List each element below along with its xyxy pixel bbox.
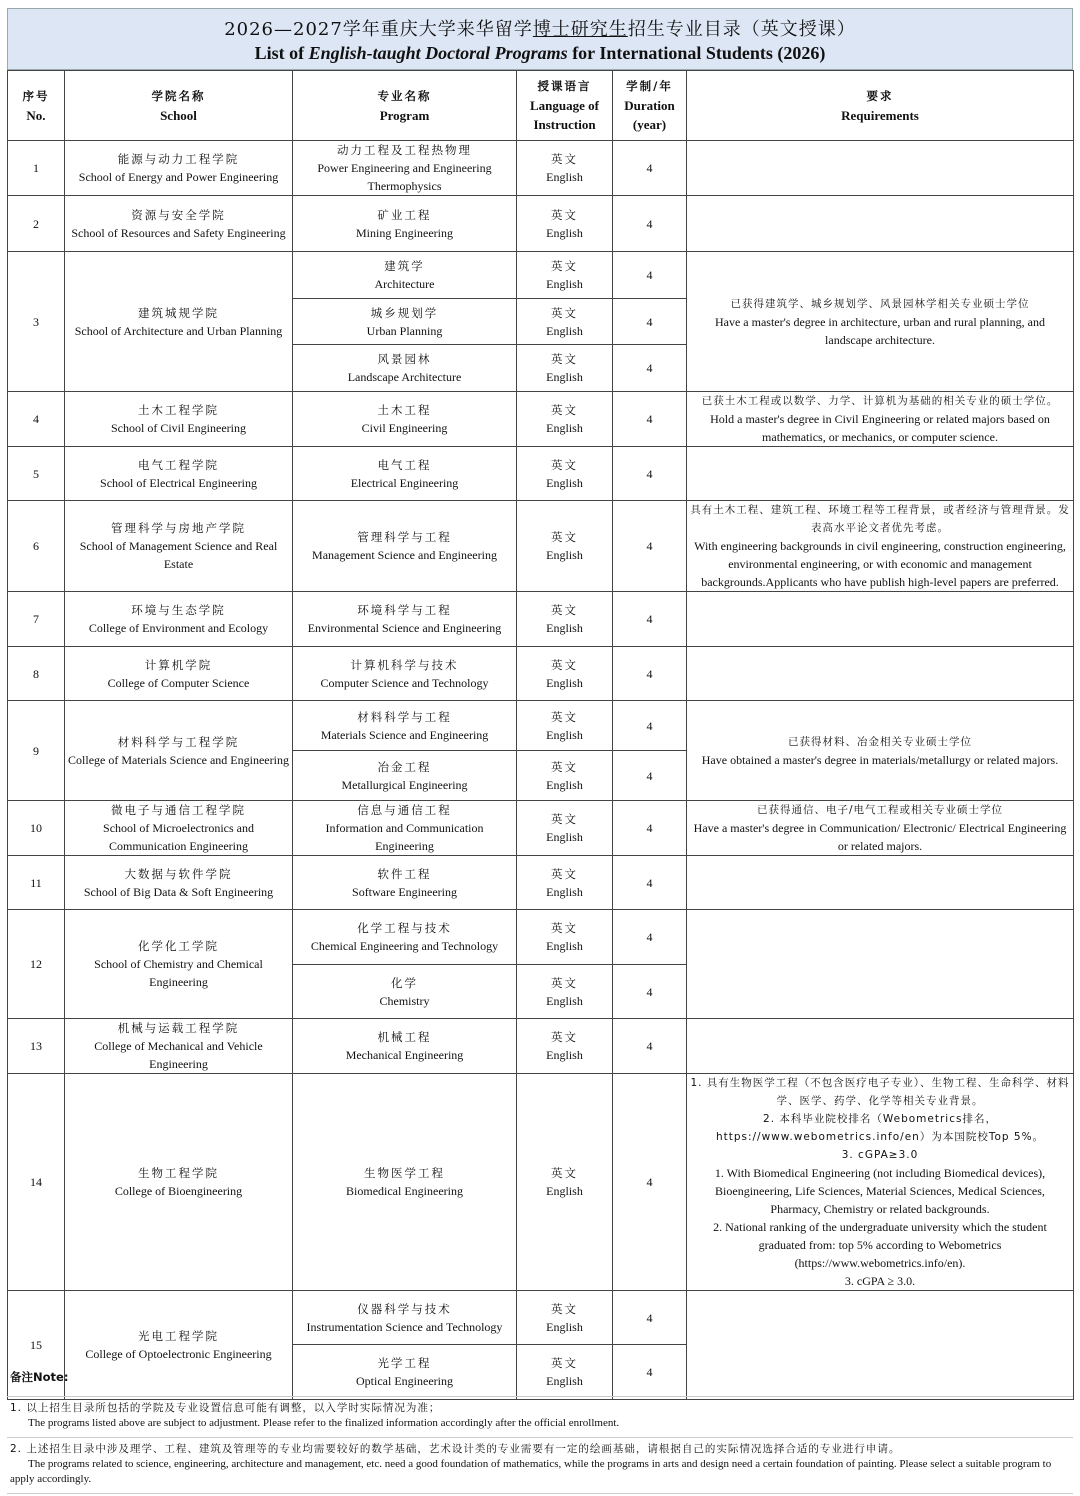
duration-cell: 4 xyxy=(613,647,687,701)
language-cn: 英文 xyxy=(551,530,578,544)
school-cell xyxy=(65,392,293,447)
language-en: English xyxy=(546,777,583,792)
header-cn: 授课语言 xyxy=(537,79,592,93)
school-cell xyxy=(65,1074,293,1291)
language-cell xyxy=(517,751,613,801)
program-cell xyxy=(293,345,517,392)
school-name-cn: 化学化工学院 xyxy=(138,939,219,953)
requirement-en: 3. cGPA ≥ 3.0. xyxy=(844,1274,916,1288)
table-header-row xyxy=(8,71,1074,141)
program-name-en: Biomedical Engineering xyxy=(346,1184,463,1198)
program-table xyxy=(7,70,1074,1400)
school-name-en: College of Optoelectronic Engineering xyxy=(85,1347,272,1361)
duration-cell: 4 xyxy=(613,447,687,501)
title-cn-underlined: 博士研究生 xyxy=(532,19,628,40)
language-en: English xyxy=(546,421,583,435)
header-language xyxy=(517,71,613,141)
program-cell xyxy=(293,252,517,299)
table-row xyxy=(8,647,1074,701)
program-cell xyxy=(293,910,517,965)
school-name-cn: 环境与生态学院 xyxy=(131,603,226,617)
language-cell xyxy=(517,965,613,1019)
school-name-en: College of Mechanical and Vehicle Engineering xyxy=(94,1039,263,1071)
title-en-part: for International Students (2026) xyxy=(567,43,826,63)
header-cn: 要求 xyxy=(866,88,894,103)
school-name-en: School of Civil Engineering xyxy=(111,421,246,435)
language-cn: 英文 xyxy=(551,457,578,472)
row-number: 10 xyxy=(8,801,65,856)
language-cell xyxy=(517,592,613,647)
title-chinese xyxy=(8,15,1072,41)
duration-cell: 4 xyxy=(613,856,687,910)
row-number: 15 xyxy=(8,1291,65,1400)
program-name-en: Landscape Architecture xyxy=(347,370,462,384)
table-row xyxy=(8,501,1074,592)
school-cell xyxy=(65,196,293,252)
duration-cell: 4 xyxy=(613,196,687,252)
duration-cell: 4 xyxy=(613,592,687,647)
program-name-cn: 机械工程 xyxy=(377,1030,432,1044)
program-name-en: Information and Communication Engineering xyxy=(325,821,484,853)
header-en: Requirements xyxy=(841,107,919,123)
school-name-cn: 材料科学与工程学院 xyxy=(117,734,240,749)
program-name-cn: 计算机科学与技术 xyxy=(350,657,459,672)
language-cell xyxy=(517,1074,613,1291)
language-cell xyxy=(517,299,613,345)
program-name-cn: 化学工程与技术 xyxy=(357,921,452,935)
language-cn: 英文 xyxy=(551,152,578,166)
language-cn: 英文 xyxy=(551,259,578,273)
duration-cell: 4 xyxy=(613,252,687,299)
program-cell xyxy=(293,647,517,701)
header-cn: 学院名称 xyxy=(151,88,206,103)
header-en: Language of Instruction xyxy=(530,98,599,132)
language-en: English xyxy=(546,884,583,899)
row-number: 4 xyxy=(8,392,65,447)
notes-section xyxy=(7,1358,1073,1494)
language-cell xyxy=(517,910,613,965)
requirements-cell xyxy=(687,856,1074,910)
language-cell xyxy=(517,1291,613,1345)
school-name-cn: 计算机学院 xyxy=(144,657,213,672)
language-cell xyxy=(517,701,613,751)
language-en: English xyxy=(546,548,583,562)
language-cn: 英文 xyxy=(551,657,578,672)
table-row xyxy=(8,1291,1074,1345)
duration-cell: 4 xyxy=(613,345,687,392)
program-name-cn: 电气工程 xyxy=(377,457,432,472)
language-cell xyxy=(517,447,613,501)
school-cell xyxy=(65,141,293,196)
table-body xyxy=(8,141,1074,1400)
header-cn: 序号 xyxy=(22,88,50,103)
header-school xyxy=(65,71,293,141)
language-cn: 英文 xyxy=(551,603,578,617)
program-cell xyxy=(293,592,517,647)
language-cn: 英文 xyxy=(551,759,578,774)
language-cell xyxy=(517,392,613,447)
duration-cell: 4 xyxy=(613,1291,687,1345)
requirements-cell xyxy=(687,1074,1074,1291)
requirements-cell xyxy=(687,910,1074,1019)
program-name-en: Software Engineering xyxy=(352,884,457,899)
program-cell xyxy=(293,751,517,801)
duration-cell: 4 xyxy=(613,751,687,801)
row-number: 5 xyxy=(8,447,65,501)
requirements-cell xyxy=(687,592,1074,647)
requirements-cell xyxy=(687,196,1074,252)
requirements-cell xyxy=(687,141,1074,196)
program-name-cn: 信息与通信工程 xyxy=(357,803,452,817)
requirements-cell xyxy=(687,252,1074,392)
program-cell xyxy=(293,196,517,252)
requirement-cn: 1. 具有生物医学工程（不包含医疗电子专业）、生物工程、生命科学、材料学、医学、药学、化学等相关专业背景。 xyxy=(690,1077,1070,1107)
duration-cell: 4 xyxy=(613,1019,687,1074)
program-name-en: Optical Engineering xyxy=(356,1374,453,1388)
language-cn: 英文 xyxy=(551,866,578,881)
language-cn: 英文 xyxy=(551,1356,578,1370)
language-cn: 英文 xyxy=(551,975,578,990)
table-row xyxy=(8,252,1074,299)
program-cell xyxy=(293,501,517,592)
school-cell xyxy=(65,701,293,801)
language-cell xyxy=(517,647,613,701)
note-en: The programs related to science, engineering, architecture and management, etc. need a good foundation of mathematics, while the programs in arts and design need a certain foundation of painting. Please select a suitable program to apply accordingly. xyxy=(10,1458,1052,1485)
program-name-en: Electrical Engineering xyxy=(350,475,459,490)
header-no xyxy=(8,71,65,141)
language-cell xyxy=(517,801,613,856)
language-cn: 英文 xyxy=(551,1030,578,1044)
requirements-cell xyxy=(687,801,1074,856)
requirement-en: Hold a master's degree in Civil Engineering or related majors based on mathematics, or mechanics, or computer science. xyxy=(710,412,1050,444)
language-cn: 英文 xyxy=(551,352,578,366)
school-cell xyxy=(65,1019,293,1074)
program-name-cn: 城乡规划学 xyxy=(370,305,439,320)
school-name-en: School of Electrical Engineering xyxy=(100,475,257,490)
program-name-cn: 管理科学与工程 xyxy=(357,530,452,544)
program-name-cn: 光学工程 xyxy=(377,1356,432,1370)
program-cell xyxy=(293,965,517,1019)
title-en-italic: English-taught Doctoral Programs xyxy=(308,43,568,63)
header-cn: 学制/年 xyxy=(626,79,673,93)
program-cell xyxy=(293,1291,517,1345)
row-number: 13 xyxy=(8,1019,65,1074)
language-en: English xyxy=(546,830,583,844)
language-cell xyxy=(517,345,613,392)
note-cn: 1. 以上招生目录所包括的学院及专业设置信息可能有调整，以入学时实际情况为准； xyxy=(10,1402,441,1414)
table-row xyxy=(8,592,1074,647)
language-en: English xyxy=(546,323,583,338)
language-en: English xyxy=(546,939,583,953)
school-cell xyxy=(65,801,293,856)
language-en: English xyxy=(546,675,583,690)
school-name-cn: 建筑城规学院 xyxy=(138,305,219,320)
requirement-en: Have a master's degree in architecture, urban and rural planning, and landscape architecture. xyxy=(714,314,1046,347)
school-name-cn: 电气工程学院 xyxy=(138,457,219,472)
table-row xyxy=(8,447,1074,501)
duration-cell: 4 xyxy=(613,701,687,751)
language-cn: 英文 xyxy=(551,1166,578,1180)
program-name-en: Environmental Science and Engineering xyxy=(307,621,502,635)
school-name-cn: 光电工程学院 xyxy=(138,1329,219,1343)
school-name-cn: 资源与安全学院 xyxy=(131,207,226,222)
school-name-en: College of Bioengineering xyxy=(114,1184,243,1198)
language-cell xyxy=(517,856,613,910)
language-en: English xyxy=(546,621,583,635)
table-row xyxy=(8,701,1074,751)
program-name-en: Civil Engineering xyxy=(361,421,448,435)
language-en: English xyxy=(546,277,583,291)
table-row xyxy=(8,141,1074,196)
program-name-cn: 生物医学工程 xyxy=(364,1166,445,1180)
row-number: 2 xyxy=(8,196,65,252)
school-cell xyxy=(65,647,293,701)
requirement-cn: 已获得通信、电子/电气工程或相关专业硕士学位 xyxy=(756,804,1004,816)
requirements-cell xyxy=(687,392,1074,447)
notes-heading xyxy=(7,1358,1073,1397)
school-name-cn: 生物工程学院 xyxy=(138,1166,219,1180)
school-name-cn: 微电子与通信工程学院 xyxy=(111,803,246,817)
program-name-en: Instrumentation Science and Technology xyxy=(306,1319,503,1334)
duration-cell: 4 xyxy=(613,965,687,1019)
school-name-cn: 能源与动力工程学院 xyxy=(117,152,240,166)
requirements-cell xyxy=(687,701,1074,801)
school-name-en: School of Energy and Power Engineering xyxy=(78,170,279,184)
language-en: English xyxy=(546,1319,583,1334)
header-en: Duration (year) xyxy=(624,98,675,132)
language-cn: 英文 xyxy=(551,709,578,724)
header-en: School xyxy=(160,107,197,123)
duration-cell: 4 xyxy=(613,1074,687,1291)
duration-cell: 4 xyxy=(613,299,687,345)
language-cn: 英文 xyxy=(551,305,578,320)
requirements-cell xyxy=(687,501,1074,592)
program-cell xyxy=(293,447,517,501)
program-name-cn: 风景园林 xyxy=(377,352,432,366)
requirement-cn: 3. cGPA≥3.0 xyxy=(841,1149,919,1161)
program-name-en: Computer Science and Technology xyxy=(320,675,489,690)
row-number: 9 xyxy=(8,701,65,801)
table-row xyxy=(8,196,1074,252)
program-name-cn: 冶金工程 xyxy=(377,759,432,774)
header-program xyxy=(293,71,517,141)
note-item xyxy=(7,1397,1073,1438)
program-cell xyxy=(293,856,517,910)
language-cn: 英文 xyxy=(551,812,578,826)
school-name-en: School of Resources and Safety Engineering xyxy=(71,225,286,240)
program-cell xyxy=(293,392,517,447)
duration-cell: 4 xyxy=(613,910,687,965)
language-cell xyxy=(517,141,613,196)
school-name-en: School of Big Data & Soft Engineering xyxy=(83,884,274,899)
duration-cell: 4 xyxy=(613,801,687,856)
language-cn: 英文 xyxy=(551,1301,578,1316)
language-cell xyxy=(517,1019,613,1074)
language-cell xyxy=(517,196,613,252)
requirements-cell xyxy=(687,647,1074,701)
language-cn: 英文 xyxy=(551,403,578,417)
row-number: 1 xyxy=(8,141,65,196)
language-en: English xyxy=(546,370,583,384)
school-name-cn: 机械与运载工程学院 xyxy=(117,1021,240,1035)
program-name-en: Metallurgical Engineering xyxy=(341,777,468,792)
school-cell xyxy=(65,252,293,392)
row-number: 12 xyxy=(8,910,65,1019)
requirement-en: 1. With Biomedical Engineering (not including Biomedical devices), Bioengineering, Life Sciences, Material Sciences, Medical Sciences, Pharmacy, Chemistry or related backgrounds. xyxy=(714,1166,1046,1216)
program-name-en: Chemical Engineering and Technology xyxy=(310,939,499,953)
row-number: 14 xyxy=(8,1074,65,1291)
school-name-cn: 土木工程学院 xyxy=(138,403,219,417)
program-cell xyxy=(293,1074,517,1291)
requirement-cn: 已获得建筑学、城乡规划学、风景园林学相关专业硕士学位 xyxy=(730,297,1030,310)
program-name-cn: 矿业工程 xyxy=(377,207,432,222)
program-name-en: Mechanical Engineering xyxy=(345,1048,464,1062)
requirement-cn: 已获得材料、冶金相关专业硕士学位 xyxy=(788,735,972,748)
program-name-en: Management Science and Engineering xyxy=(312,548,497,562)
duration-cell: 4 xyxy=(613,392,687,447)
school-cell xyxy=(65,447,293,501)
header-cn: 专业名称 xyxy=(377,88,432,103)
program-cell xyxy=(293,299,517,345)
program-cell xyxy=(293,701,517,751)
school-name-en: School of Management Science and Real Estate xyxy=(79,539,278,571)
school-name-en: School of Chemistry and Chemical Engineering xyxy=(94,957,263,989)
program-name-en: Chemistry xyxy=(379,993,430,1008)
title-banner xyxy=(7,8,1073,70)
school-name-en: College of Environment and Ecology xyxy=(88,621,269,635)
program-name-cn: 材料科学与工程 xyxy=(357,709,452,724)
note-en: The programs listed above are subject to adjustment. Please refer to the finalized information accordingly after the official enrollment. xyxy=(28,1417,620,1429)
requirement-cn: 2. 本科毕业院校排名（Webometrics排名，https://www.webometrics.info/en）为本国院校Top 5%。 xyxy=(715,1113,1045,1143)
program-name-cn: 建筑学 xyxy=(384,259,425,273)
program-cell xyxy=(293,1019,517,1074)
requirements-cell xyxy=(687,447,1074,501)
notes-heading-text: 备注Note: xyxy=(10,1370,69,1384)
table-row xyxy=(8,801,1074,856)
program-name-cn: 动力工程及工程热物理 xyxy=(337,143,472,157)
program-name-cn: 仪器科学与技术 xyxy=(357,1301,452,1316)
school-cell xyxy=(65,856,293,910)
title-cn-part: 2026—2027学年重庆大学来华留学 xyxy=(224,19,533,40)
requirement-en: Have a master's degree in Communication/ Electronic/ Electrical Engineering or related majors. xyxy=(693,821,1067,853)
language-cell xyxy=(517,501,613,592)
program-name-cn: 化学 xyxy=(391,975,418,990)
program-name-en: Power Engineering and Engineering Thermophysics xyxy=(317,161,492,193)
title-cn-part: 招生专业目录（英文授课） xyxy=(627,19,856,40)
program-name-cn: 软件工程 xyxy=(377,866,432,881)
language-cell xyxy=(517,252,613,299)
school-name-cn: 大数据与软件学院 xyxy=(124,866,233,881)
program-name-cn: 土木工程 xyxy=(377,403,432,417)
language-en: English xyxy=(546,1048,583,1062)
requirement-en: 2. National ranking of the undergraduate university which the student graduated from: top 5% according to Webometrics (https://www.webometrics.info/en). xyxy=(713,1220,1047,1270)
row-number: 11 xyxy=(8,856,65,910)
language-en: English xyxy=(546,475,583,490)
duration-cell: 4 xyxy=(613,141,687,196)
school-name-cn: 管理科学与房地产学院 xyxy=(111,521,246,535)
program-name-en: Architecture xyxy=(374,277,435,291)
row-number: 3 xyxy=(8,252,65,392)
requirement-en: Have obtained a master's degree in materials/metallurgy or related majors. xyxy=(701,752,1059,767)
table-row xyxy=(8,1019,1074,1074)
header-en: Program xyxy=(379,107,430,123)
language-en: English xyxy=(546,170,583,184)
school-name-en: College of Computer Science xyxy=(107,675,250,690)
language-en: English xyxy=(546,993,583,1008)
school-cell xyxy=(65,910,293,1019)
table-row xyxy=(8,910,1074,965)
school-name-en: College of Materials Science and Engineering xyxy=(68,752,289,767)
school-name-en: School of Microelectronics and Communication Engineering xyxy=(103,821,254,853)
header-requirements xyxy=(687,71,1074,141)
program-name-en: Urban Planning xyxy=(366,323,443,338)
school-name-en: School of Architecture and Urban Planning xyxy=(74,323,283,338)
language-cn: 英文 xyxy=(551,207,578,222)
school-cell xyxy=(65,501,293,592)
school-cell xyxy=(65,592,293,647)
language-cn: 英文 xyxy=(551,921,578,935)
program-cell xyxy=(293,141,517,196)
table-row xyxy=(8,856,1074,910)
row-number: 7 xyxy=(8,592,65,647)
duration-cell: 4 xyxy=(613,1345,687,1400)
table-row xyxy=(8,392,1074,447)
requirement-cn: 具有土木工程、建筑工程、环境工程等工程背景，或者经济与管理背景。发表高水平论文者优先考虑。 xyxy=(690,504,1070,534)
program-name-en: Mining Engineering xyxy=(356,225,453,240)
note-cn: 2. 上述招生目录中涉及理学、工程、建筑及管理等的专业均需要较好的数学基础，艺术设计类的专业需要有一定的绘画基础，请根据自己的实际情况选择合适的专业进行申请。 xyxy=(10,1443,901,1455)
title-english xyxy=(8,43,1072,64)
requirements-cell xyxy=(687,1019,1074,1074)
program-cell xyxy=(293,801,517,856)
note-item xyxy=(7,1438,1073,1494)
language-en: English xyxy=(546,1374,583,1388)
program-name-cn: 环境科学与工程 xyxy=(357,603,452,617)
row-number: 6 xyxy=(8,501,65,592)
requirement-en: With engineering backgrounds in civil engineering, construction engineering, environmental engineering, or with economic and management backgrounds.Applicants who have publish high-level papers are preferred. xyxy=(694,539,1066,589)
requirement-cn: 已获土木工程或以数学、力学、计算机为基础的相关专业的硕士学位。 xyxy=(701,395,1059,407)
language-en: English xyxy=(546,225,583,240)
program-name-en: Materials Science and Engineering xyxy=(320,727,489,742)
duration-cell: 4 xyxy=(613,501,687,592)
header-duration xyxy=(613,71,687,141)
row-number: 8 xyxy=(8,647,65,701)
language-en: English xyxy=(546,1184,583,1198)
header-en: No. xyxy=(26,107,46,123)
title-en-part: List of xyxy=(254,43,309,63)
language-en: English xyxy=(546,727,583,742)
table-row xyxy=(8,1074,1074,1291)
